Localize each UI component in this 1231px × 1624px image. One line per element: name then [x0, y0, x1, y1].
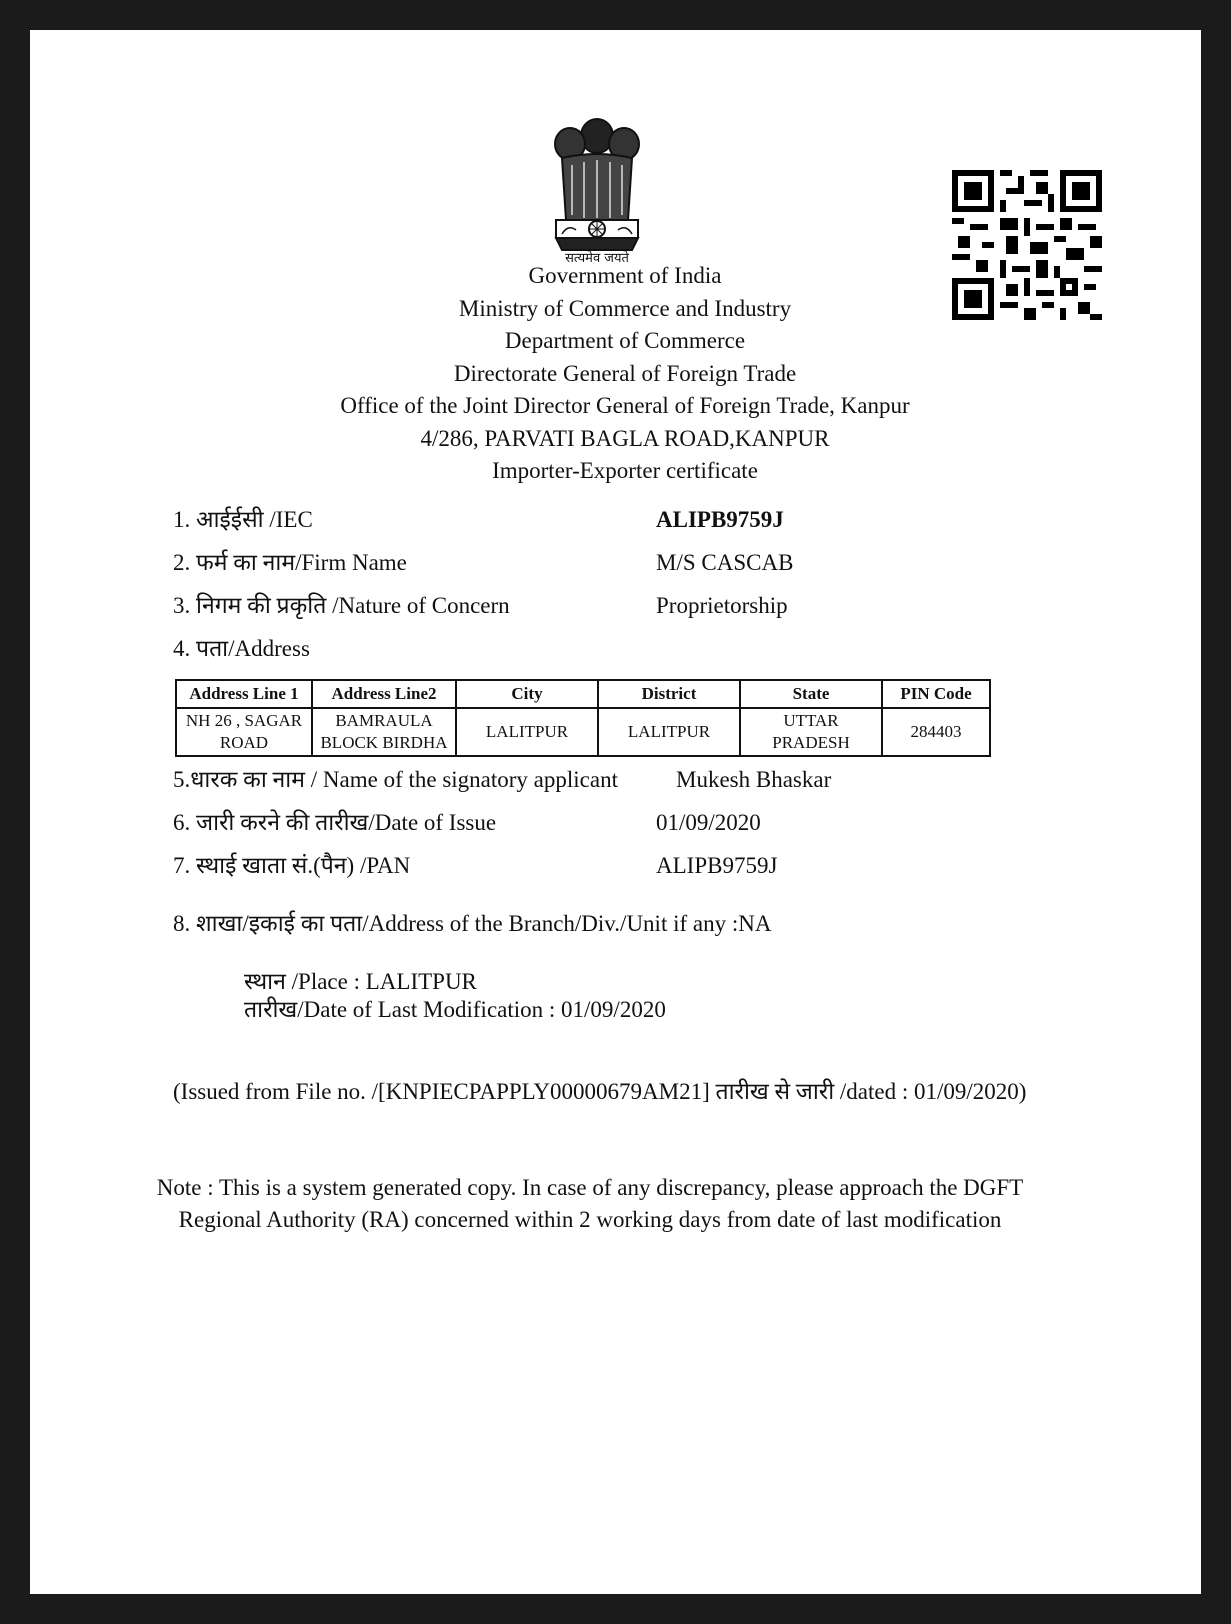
col-address-line1: Address Line 1 [176, 680, 312, 708]
branch-address: 8. शाखा/इकाई का पता/Address of the Branch/Div./Unit if any :NA [173, 911, 772, 936]
signatory-value: Mukesh Bhaskar [676, 767, 832, 792]
cell-city: LALITPUR [456, 708, 598, 756]
address-table-header [176, 680, 990, 708]
certificate-header [150, 260, 1100, 488]
address-table [175, 679, 991, 757]
iec-label: 1. आईईसी /IEC [173, 507, 313, 532]
issued-from-file: (Issued from File no. /[KNPIECPAPPLY00000679AM21] तारीख से जारी /dated : 01/09/2020) [173, 1079, 1027, 1104]
national-emblem-icon [542, 110, 652, 260]
pan-value: ALIPB9759J [656, 853, 778, 878]
note-line-1: Note : This is a system generated copy. In case of any discrepancy, please approach the DGFT [156, 1175, 1024, 1200]
cell-pin-code: 284403 [882, 708, 990, 756]
signatory-label: 5.धारक का नाम / Name of the signatory applicant [173, 767, 618, 792]
col-state: State [740, 680, 882, 708]
nature-value: Proprietorship [656, 593, 788, 618]
cell-state: UTTAR PRADESH [740, 708, 882, 756]
issue-date-label: 6. जारी करने की तारीख/Date of Issue [173, 810, 497, 835]
nature-label: 3. निगम की प्रकृति /Nature of Concern [173, 593, 510, 618]
table-row [176, 708, 990, 756]
certificate-title: Importer-Exporter certificate [492, 458, 758, 483]
emblem-motto: सत्यमेव जयते [565, 251, 629, 266]
place: स्थान /Place : LALITPUR [244, 969, 477, 994]
note-line-2: Regional Authority (RA) concerned within 2 working days from date of last modification [178, 1207, 1002, 1232]
firm-name-label: 2. फर्म का नाम/Firm Name [173, 550, 407, 575]
pan-label: 7. स्थाई खाता सं.(पैन) /PAN [173, 853, 411, 878]
system-note [90, 1172, 1090, 1236]
col-city: City [456, 680, 598, 708]
firm-name-value: M/S CASCAB [656, 550, 794, 575]
col-address-line2: Address Line2 [312, 680, 456, 708]
header-government: Government of India [528, 263, 722, 288]
col-pin-code: PIN Code [882, 680, 990, 708]
address-label: 4. पता/Address [173, 636, 310, 661]
col-district: District [598, 680, 740, 708]
issue-date-value: 01/09/2020 [656, 810, 761, 835]
header-directorate: Directorate General of Foreign Trade [453, 360, 797, 386]
header-office: Office of the Joint Director General of Foreign Trade, Kanpur [340, 393, 910, 418]
header-office-address: 4/286, PARVATI BAGLA ROAD,KANPUR [420, 425, 830, 451]
last-modification-date: तारीख/Date of Last Modification : 01/09/2020 [244, 997, 666, 1022]
iec-value: ALIPB9759J [656, 507, 784, 532]
certificate-page [30, 30, 1201, 1594]
cell-address-line2: BAMRAULA BLOCK BIRDHA [312, 708, 456, 756]
cell-district: LALITPUR [598, 708, 740, 756]
cell-address-line1: NH 26 , SAGAR ROAD [176, 708, 312, 756]
header-department: Department of Commerce [504, 328, 746, 353]
header-ministry: Ministry of Commerce and Industry [458, 295, 792, 321]
